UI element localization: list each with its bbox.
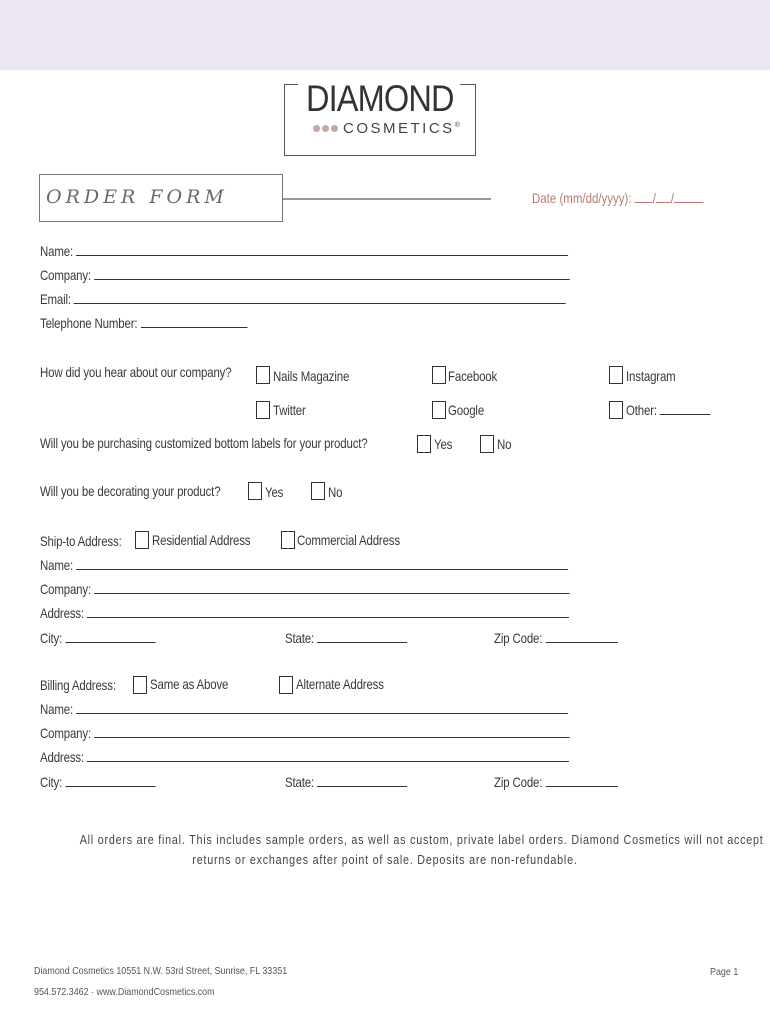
disclaimer — [30, 830, 764, 870]
bill-name-field[interactable] — [40, 701, 568, 717]
ship-zip-field[interactable] — [494, 630, 617, 646]
ship-city-field[interactable] — [40, 630, 155, 646]
field-label: Address: — [40, 749, 84, 765]
name-field[interactable] — [40, 243, 568, 259]
field-label: Name: — [40, 243, 74, 259]
bill-zip-field[interactable] — [494, 774, 617, 790]
checkbox-decorating-yes[interactable] — [248, 482, 262, 500]
logo-wordmark: DIAMOND — [306, 78, 454, 119]
option-label: Yes — [434, 436, 453, 452]
bill-city-field[interactable] — [40, 774, 155, 790]
checkbox-residential[interactable] — [135, 531, 149, 549]
option-label: Alternate Address — [296, 676, 384, 692]
footer-address: Diamond Cosmetics 10551 N.W. 53rd Street, Sunrise, FL 33351 — [34, 965, 288, 977]
telephone-field[interactable] — [40, 315, 247, 331]
labels-question: Will you be purchasing customized bottom labels for your product? — [40, 435, 368, 451]
date-label: Date (mm/dd/yyyy): — [532, 190, 632, 206]
option-label: No — [497, 436, 512, 452]
ship-company-field[interactable] — [40, 581, 570, 597]
disclaimer-line: returns or exchanges after point of sale. Deposits are non-refundable. — [192, 853, 578, 867]
ship-name-field[interactable] — [40, 557, 568, 573]
logo-subtitle: COSMETICS® — [343, 120, 460, 137]
option-label: Commercial Address — [297, 532, 400, 548]
checkbox-labels-no[interactable] — [480, 435, 494, 453]
checkbox-facebook[interactable] — [432, 366, 446, 384]
page-number: Page 1 — [710, 966, 739, 978]
bill-address-field[interactable] — [40, 749, 569, 765]
option-label: Nails Magazine — [273, 368, 350, 384]
logo-dot-icon — [322, 125, 329, 132]
checkbox-google[interactable] — [432, 401, 446, 419]
field-label: Zip Code: — [494, 630, 543, 646]
option-label: Facebook — [448, 368, 498, 384]
ship-address-field[interactable] — [40, 605, 569, 621]
decorating-question: Will you be decorating your product? — [40, 483, 221, 499]
logo-dot-icon — [313, 125, 320, 132]
option-label: Yes — [265, 484, 284, 500]
divider — [283, 198, 491, 200]
logo-dot-icon — [331, 125, 338, 132]
option-label: Same as Above — [150, 676, 229, 692]
footer-contact: 954.572.3462 · www.DiamondCosmetics.com — [34, 986, 215, 998]
bill-state-field[interactable] — [285, 774, 407, 790]
option-label: No — [328, 484, 343, 500]
field-label: Company: — [40, 267, 92, 283]
field-label: Name: — [40, 701, 74, 717]
ship-state-field[interactable] — [285, 630, 407, 646]
field-label: Zip Code: — [494, 774, 543, 790]
option-label: Residential Address — [152, 532, 251, 548]
ship-to-label: Ship-to Address: — [40, 533, 122, 549]
option-label: Other: — [626, 402, 657, 418]
field-label: City: — [40, 774, 63, 790]
bill-company-field[interactable] — [40, 725, 570, 741]
checkbox-alternate-address[interactable] — [279, 676, 293, 694]
field-label: Address: — [40, 605, 84, 621]
email-field[interactable] — [40, 291, 566, 307]
checkbox-decorating-no[interactable] — [311, 482, 325, 500]
disclaimer-line: All orders are final. This includes sample orders, as well as custom, private label orders. Diamond Cosmetics will not accept — [79, 833, 764, 847]
field-label: Email: — [40, 291, 71, 307]
page-title: ORDER FORM — [46, 186, 228, 208]
field-label: State: — [285, 630, 315, 646]
company-field[interactable] — [40, 267, 570, 283]
hear-question: How did you hear about our company? — [40, 364, 232, 380]
checkbox-other[interactable] — [609, 401, 623, 419]
field-label: Telephone Number: — [40, 315, 138, 331]
checkbox-nails-magazine[interactable] — [256, 366, 270, 384]
option-label: Instagram — [626, 368, 676, 384]
checkbox-labels-yes[interactable] — [417, 435, 431, 453]
field-label: City: — [40, 630, 63, 646]
option-label: Twitter — [273, 402, 306, 418]
checkbox-twitter[interactable] — [256, 401, 270, 419]
option-label: Google — [448, 402, 485, 418]
date-field[interactable]: Date (mm/dd/yyyy): / / — [532, 190, 703, 206]
field-label: Name: — [40, 557, 74, 573]
billing-label: Billing Address: — [40, 677, 116, 693]
field-label: Company: — [40, 725, 92, 741]
checkbox-commercial[interactable] — [281, 531, 295, 549]
field-label: State: — [285, 774, 315, 790]
checkbox-same-as-above[interactable] — [133, 676, 147, 694]
top-banner — [0, 0, 770, 70]
other-field[interactable] — [626, 402, 711, 418]
checkbox-instagram[interactable] — [609, 366, 623, 384]
field-label: Company: — [40, 581, 92, 597]
